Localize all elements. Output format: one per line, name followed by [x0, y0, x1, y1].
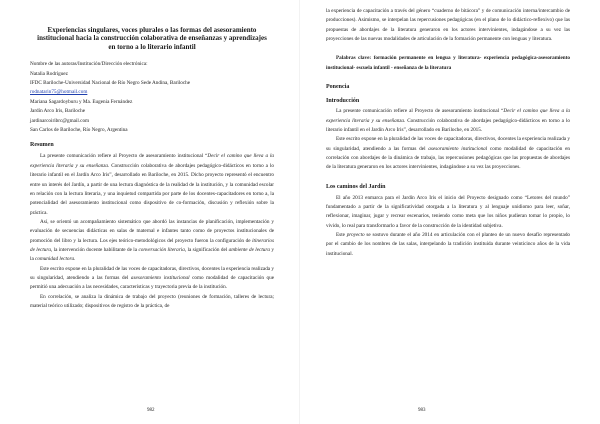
- institution-line: IFDC Bariloche-Universidad Nacional de Río Negro Sede Andina, Bariloche: [30, 80, 191, 87]
- introduction-body: [326, 107, 570, 172]
- abstract-paragraph: En correlación, se analiza la dinámica de trabajo del proyecto (reuniones de formación, talleres de lectura; material teórico utilizado; dispositivos de registro de la práctica, de: [30, 293, 274, 309]
- page-number: 983: [418, 408, 426, 413]
- section-heading-caminos: Los caminos del Jardín: [326, 183, 386, 190]
- body-paragraph: El año 2013 enmarca para el Jardín Arco Iris el inicio del Proyecto designado como “Letores del mundo” fundamentado a partir de la significatividad otorgada a la literatura y al lenguaje unidiomo para leer, soñar, reflexionar, imaginar, jugar y recrear escenarios, teniendo como meta que los niños pudieran tomar lo propio, lo vivido, lo real para transformarlo a favor de la construcción de la identidad subjetiva.: [326, 194, 570, 229]
- section-heading-introduccion: Introducción: [326, 98, 360, 105]
- body-paragraph: Este proyecto se sostuvo durante el año 2014 en articulación con el planteo de un nuevo desafío representado por el cambio de los nombres de las salas, interpelando la tradición instituida durante veinticinco años de la vida institucional.: [326, 231, 571, 257]
- abstract-continuation: [326, 7, 570, 44]
- email-link[interactable]: rodnatarin75@hotmail.com: [30, 89, 88, 96]
- abstract-paragraph: La presente comunicación refiere al Proyecto de asesoramiento institucional “Decir el camino que lleva a la experiencia literaria y su enseñanza. Construcción colaborativa de abordajes pedagógico-didácticos en torno a lo literario infantil en el Jardín Arco Iris”, desarrollado en Bariloche, en 2015. Dicho proyecto representó el encuentro entre un interés del Jardín, a partir de una lectura diagnóstica de la realidad de la institución, y la comunidad escolar en relación con la lectura literaria, y una inquietud compartida por parte de los docentes-capacitadores en torno a, la potencialidad del asesoramiento institucional como dispositivo de co-formación, discusión y reflexión sobre la práctica.: [30, 153, 274, 216]
- abstract-paragraph: Este escrito expone en la pluralidad de las voces de capacitadoras, directivos, docentes la experiencia realizada y su singularidad, atendiendo a las formas del asesoramiento institucional como modalidad de capacitación que permitió una adecuación a las necesidades, características y trayectoria previa de la institución.: [30, 265, 274, 291]
- section-heading-ponencia: Ponencia: [326, 84, 350, 91]
- abstract-heading: Resumen: [30, 142, 54, 149]
- right-page: [300, 0, 600, 424]
- author-affiliation: [30, 60, 274, 135]
- body-paragraph: Este escrito expone en la pluralidad de las voces de capacitadoras, directivos, docentes la experiencia realizada y su singularidad, atendiendo a las formas del asesoramiento institucional como modalidad de capacitación en correlación con abordajes de la dinámica de trabajo, las repercusiones pedagógicas que las propuestas de abordajes de la literatura generaron en los actores intervinientes, indagándose a su vez las proyecciones.: [326, 136, 571, 171]
- abstract-paragraph: Así, se orientó un acompañamiento sistemático que abordó las instancias de planificación, implementación y evaluación de secuencias didácticas en salas de maternal e infantes tanto como de proyectos institucionales de promoción del libro y la lectura. Los ejes teórico-metodológicos del proyecto fueron la configuración de itinerarios de lectura, la intervención docente habilitante de la conversación literaria, la significación del ambiente de lectura y la comunidad lectora.: [30, 218, 275, 263]
- author-name: Mariana Sagardoyburu y Ma. Eugenia Fernández: [30, 98, 133, 105]
- author-name: Natalia Rodríguez: [30, 70, 68, 77]
- caminos-body: [326, 194, 570, 259]
- page-number: 982: [147, 408, 155, 413]
- institution-line: Jardín Arco Iris, Bariloche: [30, 108, 86, 115]
- abstract-paragraph: la experiencia de capacitación a través del género “cuaderno de bitácora” y de comunicación interna/intercambio de producciones). Asimismo, se interpelan las repercusiones pedagógicas (en el plano de lo didáctico-reflexivo) que las propuestas de abordajes de la literatura generaron en los actores intervinientes, indagándose a su vez las proyecciones de las nuevas modalidades de articulación de la formación permanente con lenguas y literatura.: [326, 8, 570, 43]
- affiliation-line: Nombre de las autoras/Institución/Dirección electrónica:: [30, 61, 148, 68]
- keywords: Palabras clave: formación permanente en lengua y literatura- experiencia pedagógica-asesoramiento institucional- escuela infantil - enseñanza de la literatura: [326, 55, 570, 71]
- location-line: San Carlos de Bariloche, Río Negro, Argentina: [30, 127, 128, 134]
- body-paragraph: La presente comunicación refiere al Proyecto de asesoramiento institucional “Decir el camino que lleva a la experiencia literaria y su enseñanza. Construcción colaborativa de abordajes pedagógico-didácticos en torno a lo literario infantil en el Jardín Arco Iris”, desarrollado en Bariloche, en 2015.: [326, 108, 570, 133]
- abstract-body: [30, 152, 274, 311]
- paper-title: Experiencias singulares, voces plurales o las formas del asesoramiento institucional hacia la construcción colaborativa de enseñanzas y aprendizajes en torno a lo literario infantil: [37, 26, 267, 51]
- email-text: jardinarcoiribrc@gmail.com: [30, 117, 90, 124]
